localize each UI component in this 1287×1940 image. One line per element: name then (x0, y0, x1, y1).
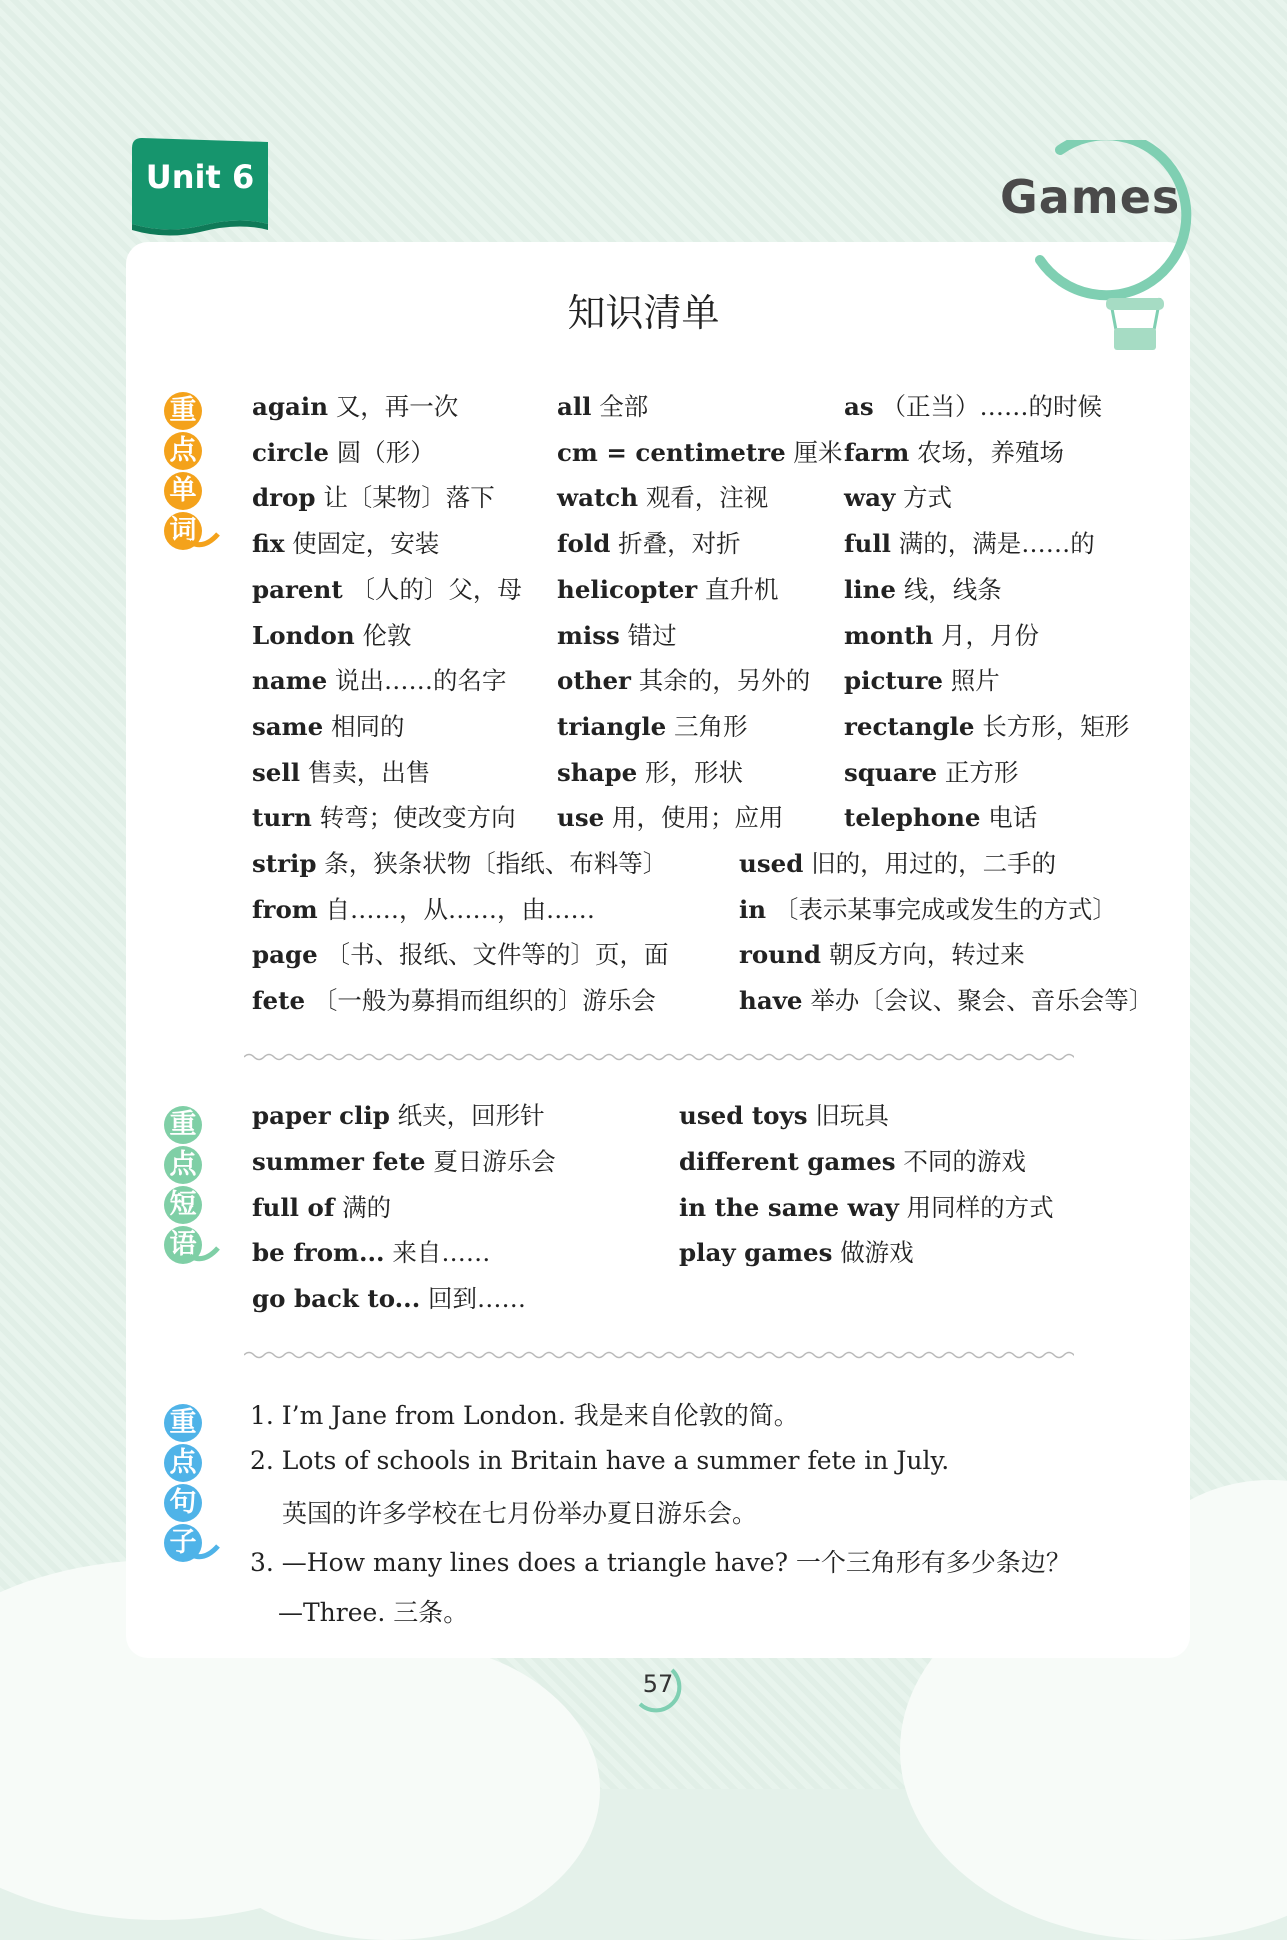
phrase-en: used toys (679, 1101, 808, 1130)
word-en: sell (252, 757, 300, 787)
word-zh: 举办〔会议、聚会、音乐会等〕 (810, 986, 1154, 1016)
tag-char: 单 (164, 472, 202, 510)
word-entry (252, 708, 404, 743)
word-entry (252, 982, 656, 1017)
phrase-zh: 不同的游戏 (903, 1146, 1026, 1176)
word-entry (557, 388, 648, 423)
word-en: used (739, 849, 804, 878)
sentence-line: 3. —How many lines does a triangle have? 一个三角形有多少条边？ (250, 1548, 1071, 1577)
phrase-zh: 纸夹，回形针 (397, 1101, 545, 1130)
word-zh: 〔表示某事完成或发生的方式〕 (773, 894, 1117, 924)
sentence-line: 英国的许多学校在七月份举办夏日游乐会。 (282, 1499, 758, 1528)
word-entry (252, 571, 522, 606)
page-title: 知识清单 (567, 291, 720, 335)
word-zh: 厘米 (793, 437, 843, 467)
phrase-entry (252, 1143, 556, 1178)
word-entry (252, 754, 430, 789)
tag-char: 语 (164, 1226, 202, 1264)
word-entry (557, 525, 741, 560)
word-entry (844, 479, 952, 514)
phrase-entry (252, 1280, 526, 1315)
phrase-entry (679, 1189, 1054, 1224)
phrase-zh: 做游戏 (840, 1238, 914, 1268)
word-en: London (252, 620, 355, 650)
word-en: square (844, 757, 938, 787)
tag-char: 点 (164, 1444, 202, 1482)
sentence-line: 1. I’m Jane from London. 我是来自伦敦的简。 (250, 1401, 799, 1430)
tag-char: 点 (164, 432, 202, 470)
word-en: triangle (557, 711, 667, 741)
word-entry (844, 662, 1000, 697)
word-zh: 满的，满是……的 (898, 529, 1095, 559)
word-en: as (844, 392, 874, 421)
word-en: cm = centimetre (557, 437, 786, 467)
phrase-zh: 来自…… (392, 1238, 491, 1268)
phrase-entry (252, 1097, 545, 1132)
word-entry (844, 708, 1129, 743)
word-entry (252, 845, 667, 880)
word-entry (739, 982, 1153, 1017)
word-zh: 条，狭条状物〔指纸、布料等〕 (324, 849, 668, 878)
word-en: name (252, 666, 328, 696)
word-zh: 让〔某物〕落下 (323, 483, 495, 513)
divider-wave (244, 1052, 1074, 1062)
word-zh: 错过 (627, 620, 677, 650)
word-en: strip (252, 849, 317, 878)
word-en: full (844, 529, 891, 559)
phrase-entry (679, 1143, 1026, 1178)
word-zh: 圆（形） (336, 437, 435, 467)
word-zh: （正当）……的时候 (881, 392, 1102, 421)
phrase-entry (252, 1189, 391, 1224)
word-en: parent (252, 574, 343, 604)
word-en: fix (252, 529, 285, 559)
word-zh: 伦敦 (362, 620, 412, 650)
tag-key-phrases (164, 1106, 208, 1266)
word-zh: 方式 (903, 483, 952, 513)
word-entry (252, 936, 669, 971)
word-zh: 长方形，矩形 (982, 711, 1130, 741)
word-zh: 自……，从……，由…… (325, 894, 596, 924)
word-en: in (739, 894, 767, 924)
word-entry (557, 799, 784, 834)
word-zh: 其余的，另外的 (638, 666, 811, 696)
word-entry (252, 388, 458, 423)
phrase-en: different games (679, 1146, 896, 1176)
word-entry (252, 479, 495, 514)
tag-char: 子 (164, 1524, 202, 1562)
word-entry (557, 708, 748, 743)
tag-char: 点 (164, 1146, 202, 1184)
tag-char: 重 (164, 392, 202, 430)
word-en: other (557, 666, 631, 696)
phrase-entry (252, 1234, 490, 1269)
word-entry (252, 525, 439, 560)
word-entry (844, 388, 1102, 423)
word-zh: 〔一般为募捐而组织的〕游乐会 (312, 986, 656, 1016)
word-entry (844, 617, 1039, 652)
word-zh: 〔书、报纸、文件等的〕页，面 (325, 940, 669, 970)
word-en: way (844, 483, 896, 513)
tag-char: 短 (164, 1186, 202, 1224)
word-zh: 相同的 (330, 711, 405, 741)
word-zh: 折叠，对折 (618, 529, 741, 559)
word-entry (844, 754, 1018, 789)
phrase-zh: 满的 (342, 1192, 392, 1222)
word-entry (252, 434, 435, 469)
word-entry (844, 571, 1002, 606)
phrase-zh: 用同样的方式 (906, 1192, 1054, 1222)
word-entry (557, 617, 677, 652)
phrase-zh: 回到…… (428, 1284, 527, 1314)
word-en: drop (252, 483, 316, 513)
word-entry (844, 525, 1095, 560)
word-zh: 正方形 (944, 757, 1019, 787)
phrase-en: play games (679, 1238, 833, 1268)
word-zh: 朝反方向，转过来 (828, 940, 1025, 970)
phrase-en: full of (252, 1192, 335, 1222)
word-en: turn (252, 803, 312, 833)
word-zh: 形，形状 (645, 757, 743, 787)
word-entry (252, 799, 516, 834)
word-entry (557, 754, 743, 789)
word-en: line (844, 574, 897, 604)
word-entry (739, 845, 1056, 880)
word-entry (252, 891, 595, 926)
word-en: fold (557, 529, 611, 559)
word-en: month (844, 620, 934, 650)
word-en: have (739, 986, 803, 1016)
word-en: picture (844, 666, 943, 696)
word-entry (557, 571, 779, 606)
page-number: 57 (642, 1670, 674, 1698)
word-en: shape (557, 757, 638, 787)
word-zh: 售卖，出售 (307, 757, 431, 787)
word-en: round (739, 940, 822, 970)
word-en: rectangle (844, 711, 975, 741)
word-entry (252, 662, 507, 697)
word-zh: 说出……的名字 (335, 666, 507, 696)
word-entry (557, 434, 843, 469)
phrase-en: be from... (252, 1238, 385, 1268)
word-zh: 线，线条 (903, 574, 1002, 604)
word-zh: 电话 (988, 803, 1038, 833)
cloud-decoration-left-2 (180, 1640, 600, 1940)
word-en: use (557, 803, 605, 833)
word-entry (739, 891, 1117, 926)
word-en: circle (252, 437, 329, 467)
divider-wave (244, 1350, 1074, 1360)
phrase-en: summer fete (252, 1146, 426, 1176)
word-en: again (252, 392, 329, 421)
word-zh: 照片 (950, 666, 1000, 696)
word-entry (844, 434, 1064, 469)
tag-char: 句 (164, 1484, 202, 1522)
unit-label: Unit 6 (145, 158, 255, 196)
tag-key-sentences (164, 1404, 208, 1564)
phrase-entry (679, 1097, 889, 1132)
word-zh: 使固定，安装 (292, 529, 440, 559)
word-zh: 三角形 (674, 711, 748, 741)
word-en: same (252, 711, 324, 741)
tag-key-words (164, 392, 208, 552)
tag-char: 词 (164, 512, 202, 550)
phrase-en: paper clip (252, 1101, 390, 1130)
word-zh: 月，月份 (941, 620, 1040, 650)
word-zh: 直升机 (705, 574, 779, 604)
word-entry (252, 617, 411, 652)
sentence-line: —Three. 三条。 (278, 1598, 469, 1627)
word-entry (844, 799, 1037, 834)
unit-banner (128, 136, 272, 228)
phrase-en: go back to... (252, 1284, 421, 1314)
word-en: fete (252, 986, 306, 1016)
tag-char: 重 (164, 1404, 202, 1442)
word-zh: 用，使用；应用 (612, 803, 784, 833)
word-entry (557, 662, 810, 697)
word-en: from (252, 894, 318, 924)
word-zh: 旧的，用过的，二手的 (811, 849, 1057, 878)
word-en: miss (557, 620, 620, 650)
sentence-line: 2. Lots of schools in Britain have a summer fete in July. (250, 1446, 950, 1475)
phrase-zh: 夏日游乐会 (433, 1146, 556, 1176)
word-zh: 全部 (599, 392, 649, 421)
word-en: all (557, 392, 592, 421)
word-en: telephone (844, 803, 981, 833)
word-zh: 农场，养殖场 (917, 437, 1065, 467)
word-en: helicopter (557, 574, 698, 604)
word-zh: 又，再一次 (335, 392, 459, 421)
word-zh: 转弯；使改变方向 (319, 803, 516, 833)
word-en: page (252, 940, 318, 970)
phrase-entry (679, 1234, 914, 1269)
word-entry (557, 479, 768, 514)
word-en: watch (557, 483, 639, 513)
word-zh: 观看，注视 (645, 483, 769, 513)
phrase-en: in the same way (679, 1192, 899, 1222)
word-en: farm (844, 437, 910, 467)
games-title: Games (1000, 170, 1181, 224)
tag-char: 重 (164, 1106, 202, 1144)
word-zh: 〔人的〕父，母 (350, 574, 522, 604)
word-entry (739, 936, 1025, 971)
phrase-zh: 旧玩具 (815, 1101, 889, 1130)
